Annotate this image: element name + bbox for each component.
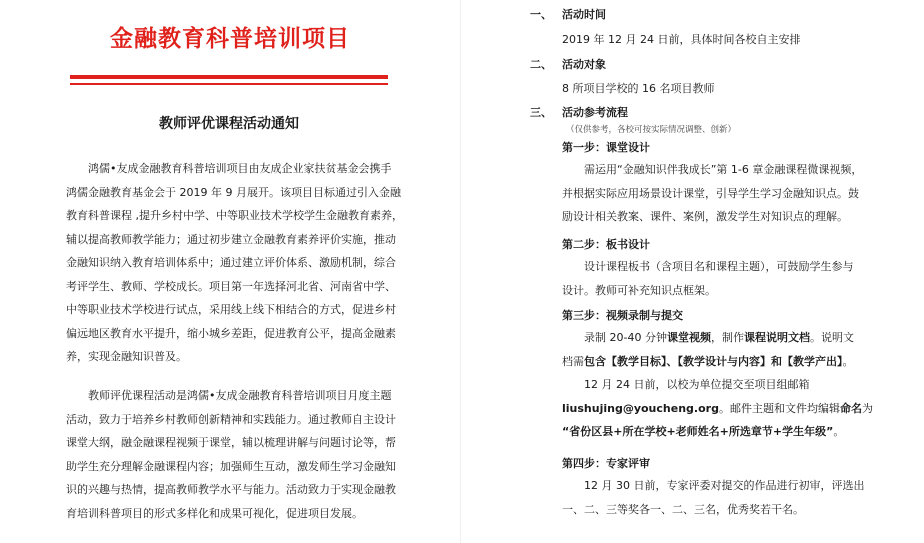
- intro-paragraph: [66, 157, 403, 369]
- section-3-note: （仅供参考，各校可按实际情况调整、创新）: [566, 125, 737, 135]
- section-3-label: 活动参考流程: [562, 106, 628, 119]
- paragraph-line: 教师评优课程活动是鸿儒•友成金融教育科普培训项目月度主题: [88, 389, 392, 402]
- document-title: 教师评优课程活动通知: [159, 116, 299, 132]
- step-2-line: 设计课程板书（含项目名和课程主题），可鼓励学生参与: [584, 260, 854, 273]
- paragraph-line: 偏远地区教育水平提升，缩小城乡差距，促进教育公平，提高金融素: [66, 326, 396, 340]
- paragraph-line: 育培训科普项目的形式多样化和成果可视化，促进项目发展。: [66, 506, 363, 520]
- step-4-title: 第四步：专家评审: [562, 457, 650, 470]
- paragraph-line: 辅以提高教师教学能力；通过初步建立金融教育素养评价实施，推动: [66, 232, 396, 246]
- step-2-line: 设计。教师可补充知识点框架。: [562, 283, 716, 297]
- section-2-number: 二、: [530, 58, 552, 71]
- paragraph-line: 中等职业技术学校进行试点，采用线上线下相结合的方式，促进乡村: [66, 303, 396, 316]
- page-divider: [460, 0, 461, 543]
- paragraph-line: 金融知识纳入教育培训体系中；通过建立评价体系、激励机制，综合: [66, 256, 396, 269]
- step-4-body: [562, 474, 865, 521]
- paragraph-line: 考评学生、教师、学校成长。项目第一年选择河北省、河南省中学、: [66, 279, 396, 293]
- step-2-title: 第二步：板书设计: [562, 238, 650, 251]
- step-3-line-5: “省份区县+所在学校+老师姓名+所选章节+学生年级”。: [562, 425, 845, 438]
- step-4-line: 12 月 30 日前，专家评委对提交的作品进行初审，评选出: [584, 479, 865, 492]
- section-1-label: 活动时间: [562, 8, 606, 21]
- section-2-label: 活动对象: [562, 58, 606, 71]
- step-3-body: [562, 326, 873, 444]
- step-3-title: 第三步：视频录制与提交: [562, 309, 683, 322]
- step-3-line-2: 档需包含【教学目标】、【教学设计与内容】和【教学产出】。: [562, 354, 854, 368]
- email-address: liushujing@youcheng.org: [562, 401, 719, 415]
- step-3-line-1: 录制 20-40 分钟课堂视频，制作课程说明文档。说明文: [584, 331, 854, 344]
- paragraph-line: 课堂大纲，融金融课程视频于课堂，辅以梳理讲解与问题讨论等，帮: [66, 436, 396, 449]
- step-1-title: 第一步：课堂设计: [562, 141, 650, 154]
- paragraph-line: 活动，致力于培养乡村教师创新精神和实践能力。通过教师自主设计: [66, 412, 396, 426]
- section-3-number: 三、: [530, 106, 552, 119]
- header-title: 金融教育科普培训项目: [110, 26, 350, 52]
- paragraph-line: 教育科普课程 ,提升乡村中学、中等职业技术学校学生金融教育素养，: [66, 209, 403, 222]
- paragraph-line: 鸿儒•友成金融教育科普培训项目由友成企业家扶贫基金会携手: [88, 162, 392, 175]
- step-1-line: 励设计相关教案、课件、案例，激发学生对知识点的理解。: [562, 210, 848, 223]
- step-2-body: [562, 255, 862, 302]
- section-1-number: 一、: [530, 8, 552, 21]
- header-rule-thin: [70, 83, 388, 85]
- activity-paragraph: [66, 384, 394, 525]
- header-rule-thick: [70, 75, 388, 79]
- step-1-line: 并根据实际应用场景设计课堂，引导学生学习金融知识点。鼓: [562, 186, 859, 200]
- paragraph-line: 鸿儒金融教育基金会于 2019 年 9 月展开。该项目目标通过引入金融: [66, 185, 401, 199]
- paragraph-line: 识的兴趣与热情，提高教师教学水平与能力。活动致力于实现金融教: [66, 483, 396, 496]
- step-3-line-3: 12 月 24 日前，以校为单位提交至项目组邮箱: [584, 378, 810, 391]
- section-2-value: 8 所项目学校的 16 名项目教师: [562, 82, 715, 95]
- step-3-line-4: liushujing@youcheng.org。邮件主题和文件均编辑命名为: [562, 401, 873, 415]
- step-1-body: [562, 158, 862, 229]
- step-1-line: 需运用“金融知识伴我成长”第 1-6 章金融课程微课视频，: [584, 163, 863, 176]
- step-4-line: 一、二、三等奖各一、二、三名，优秀奖若干名。: [562, 502, 804, 516]
- paragraph-line: 养，实现金融知识普及。: [66, 350, 187, 363]
- paragraph-line: 助学生充分理解金融课程内容；加强师生互动，激发师生学习金融知: [66, 459, 396, 473]
- section-1-value: 2019 年 12 月 24 日前，具体时间各校自主安排: [562, 33, 801, 46]
